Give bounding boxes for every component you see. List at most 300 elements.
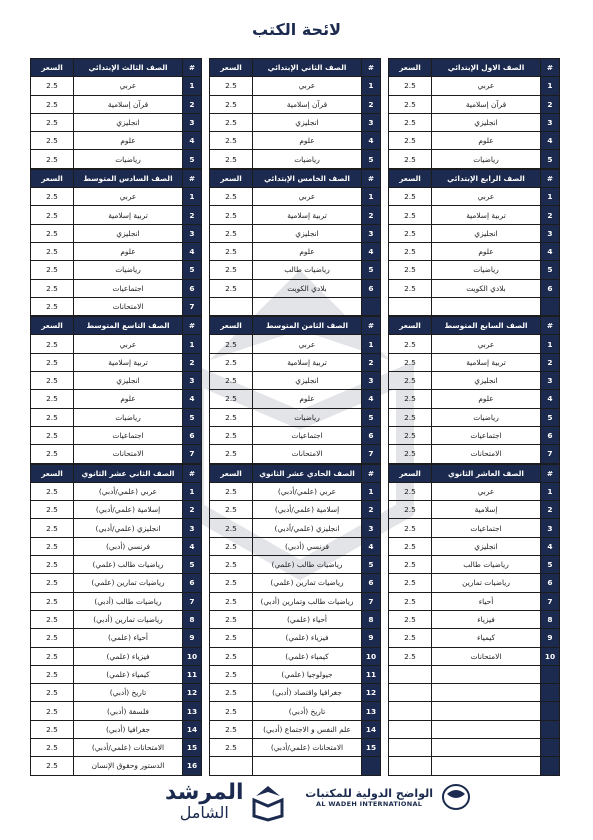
row-number: 3	[183, 224, 202, 242]
subject-name: رياضيات	[253, 408, 362, 426]
table-row	[389, 297, 560, 315]
book-price: 2.5	[210, 242, 253, 260]
table-row	[389, 738, 560, 756]
subject-name: جغرافيا واقتصاد (أدبي)	[253, 684, 362, 702]
book-price: 2.5	[31, 684, 74, 702]
table-row	[389, 702, 560, 720]
book-price	[210, 297, 253, 315]
page-title: لائحة الكتب	[252, 20, 341, 39]
table-row	[389, 592, 560, 610]
table-row	[210, 390, 381, 408]
column-header-number: #	[183, 59, 202, 77]
row-number: 1	[183, 188, 202, 206]
subject-name: رياضيات طالب (علمي)	[253, 556, 362, 574]
book-price	[389, 297, 432, 315]
subject-name	[432, 297, 541, 315]
table-row	[31, 297, 202, 315]
table-row	[389, 720, 560, 738]
book-price	[389, 720, 432, 738]
subject-name: رياضيات تمارين (علمي)	[74, 574, 183, 592]
subject-name: تاريخ (أدبي)	[253, 702, 362, 720]
book-price: 2.5	[31, 629, 74, 647]
column-header-price: السعر	[389, 59, 432, 77]
row-number: 6	[541, 279, 560, 297]
grade-book-table	[30, 464, 202, 776]
column-header-price: السعر	[210, 317, 253, 335]
book-price: 2.5	[31, 665, 74, 683]
table-row	[210, 610, 381, 628]
table-row	[389, 408, 560, 426]
subject-name: اجتماعيات	[432, 426, 541, 444]
row-number	[541, 297, 560, 315]
grade-book-table	[388, 464, 560, 776]
book-price: 2.5	[31, 335, 74, 353]
subject-name: الامتحانات (علمي/أدبي)	[74, 738, 183, 756]
subject-name: علوم	[432, 132, 541, 150]
book-price: 2.5	[389, 261, 432, 279]
book-price: 2.5	[31, 574, 74, 592]
row-number: 5	[541, 150, 560, 168]
row-number: 1	[362, 188, 381, 206]
row-number: 1	[541, 77, 560, 95]
table-row	[31, 501, 202, 519]
subject-name	[432, 665, 541, 683]
table-row	[31, 353, 202, 371]
column-header-price: السعر	[210, 59, 253, 77]
subject-name: الامتحانات	[432, 647, 541, 665]
book-price: 2.5	[210, 132, 253, 150]
book-price	[389, 665, 432, 683]
subject-name: انجليزي	[253, 372, 362, 390]
table-row	[210, 297, 381, 315]
book-price: 2.5	[31, 519, 74, 537]
column-header-number: #	[362, 169, 381, 187]
row-number: 3	[362, 372, 381, 390]
table-row	[31, 702, 202, 720]
column-header-number: #	[362, 464, 381, 482]
row-number: 12	[362, 684, 381, 702]
table-row	[210, 445, 381, 463]
grade-title: الصف الثاني الإبتدائي	[253, 59, 362, 77]
row-number: 5	[183, 408, 202, 426]
table-row	[389, 206, 560, 224]
row-number: 1	[541, 482, 560, 500]
table-row	[389, 519, 560, 537]
row-number: 5	[362, 150, 381, 168]
row-number: 4	[183, 132, 202, 150]
table-row	[210, 574, 381, 592]
row-number: 4	[183, 537, 202, 555]
table-row	[389, 684, 560, 702]
table-row	[31, 556, 202, 574]
book-price: 2.5	[210, 224, 253, 242]
table-row	[210, 426, 381, 444]
book-price: 2.5	[31, 206, 74, 224]
subject-name: رياضيات تمارين (أدبي)	[74, 610, 183, 628]
book-price: 2.5	[31, 738, 74, 756]
row-number: 1	[362, 335, 381, 353]
subject-name: عربي	[253, 77, 362, 95]
table-row	[210, 592, 381, 610]
row-number: 2	[183, 353, 202, 371]
row-number: 9	[362, 629, 381, 647]
row-number: 1	[183, 335, 202, 353]
table-row	[210, 629, 381, 647]
table-row	[210, 647, 381, 665]
row-number: 1	[541, 335, 560, 353]
row-number: 3	[362, 113, 381, 131]
subject-name: علوم	[432, 242, 541, 260]
book-price: 2.5	[210, 501, 253, 519]
table-row	[31, 206, 202, 224]
subject-name: رياضيات تمارين	[432, 574, 541, 592]
row-number: 12	[183, 684, 202, 702]
book-price: 2.5	[210, 738, 253, 756]
table-row	[31, 647, 202, 665]
subject-name: عربي	[253, 188, 362, 206]
row-number: 16	[183, 757, 202, 775]
row-number: 11	[183, 665, 202, 683]
book-price: 2.5	[389, 188, 432, 206]
row-number: 10	[183, 647, 202, 665]
book-price: 2.5	[210, 206, 253, 224]
subject-name: فيزياء	[432, 610, 541, 628]
table-row	[210, 132, 381, 150]
grade-book-table	[209, 316, 381, 463]
row-number: 5	[541, 261, 560, 279]
table-row	[210, 353, 381, 371]
grade-book-table	[209, 464, 381, 776]
subject-name: إسلامية (علمي/أدبي)	[74, 501, 183, 519]
table-row	[31, 684, 202, 702]
subject-name: كيمياء	[432, 629, 541, 647]
subject-name: تربية إسلامية	[432, 353, 541, 371]
table-row	[31, 574, 202, 592]
book-price: 2.5	[210, 574, 253, 592]
book-price: 2.5	[389, 556, 432, 574]
table-row	[210, 224, 381, 242]
book-price: 2.5	[389, 445, 432, 463]
subject-name: علوم	[432, 390, 541, 408]
grade-title: الصف السادس المتوسط	[74, 169, 183, 187]
row-number: 1	[362, 482, 381, 500]
row-number: 3	[541, 519, 560, 537]
table-row	[210, 372, 381, 390]
row-number: 3	[362, 224, 381, 242]
table-row	[389, 445, 560, 463]
column-header-number: #	[541, 317, 560, 335]
row-number: 15	[362, 738, 381, 756]
book-price: 2.5	[31, 426, 74, 444]
book-price: 2.5	[389, 426, 432, 444]
grade-title: الصف الخامس الإبتدائي	[253, 169, 362, 187]
book-price: 2.5	[210, 610, 253, 628]
row-number: 1	[362, 77, 381, 95]
table-row	[389, 150, 560, 168]
subject-name: فرنسي (أدبي)	[74, 537, 183, 555]
table-row	[389, 279, 560, 297]
grade-title: الصف الثالث الإبتدائي	[74, 59, 183, 77]
subject-name: عربي	[74, 77, 183, 95]
subject-name: علوم	[74, 242, 183, 260]
book-price: 2.5	[389, 519, 432, 537]
subject-name: علوم	[74, 390, 183, 408]
column-header-price: السعر	[210, 169, 253, 187]
grade-section	[30, 464, 560, 776]
book-price: 2.5	[31, 77, 74, 95]
table-row	[389, 501, 560, 519]
table-row	[210, 738, 381, 756]
row-number: 5	[362, 261, 381, 279]
book-price: 2.5	[210, 482, 253, 500]
book-price: 2.5	[389, 592, 432, 610]
subject-name: تربية إسلامية	[253, 206, 362, 224]
subject-name: رياضيات	[74, 150, 183, 168]
table-row	[389, 335, 560, 353]
book-price: 2.5	[210, 519, 253, 537]
table-row	[210, 188, 381, 206]
book-price: 2.5	[31, 647, 74, 665]
subject-name: اجتماعيات	[74, 279, 183, 297]
subject-name: انجليزي	[432, 113, 541, 131]
book-price: 2.5	[389, 77, 432, 95]
table-row	[210, 519, 381, 537]
table-row	[31, 372, 202, 390]
row-number: 5	[541, 408, 560, 426]
row-number: 6	[183, 426, 202, 444]
book-price: 2.5	[31, 757, 74, 775]
book-price: 2.5	[31, 408, 74, 426]
book-price: 2.5	[210, 279, 253, 297]
subject-name: الامتحانات	[74, 297, 183, 315]
subject-name: علم النفس و الاجتماع (أدبي)	[253, 720, 362, 738]
subject-name: الامتحانات	[432, 445, 541, 463]
column-header-number: #	[541, 169, 560, 187]
table-row	[31, 279, 202, 297]
grade-book-table	[209, 169, 381, 316]
row-number: 6	[362, 574, 381, 592]
row-number: 14	[362, 720, 381, 738]
table-row	[210, 537, 381, 555]
row-number: 5	[541, 556, 560, 574]
row-number: 11	[362, 665, 381, 683]
subject-name: عربي	[253, 335, 362, 353]
book-list-grid	[30, 58, 560, 776]
book-price: 2.5	[389, 279, 432, 297]
subject-name: تربية إسلامية	[432, 206, 541, 224]
table-row	[31, 592, 202, 610]
subject-name: انجليزي	[432, 372, 541, 390]
subject-name: قرآن إسلامية	[253, 95, 362, 113]
column-header-number: #	[541, 464, 560, 482]
book-price: 2.5	[389, 610, 432, 628]
row-number: 2	[362, 353, 381, 371]
subject-name: علوم	[253, 132, 362, 150]
grade-section	[30, 58, 560, 169]
table-row	[31, 738, 202, 756]
subject-name: قرآن إسلامية	[74, 95, 183, 113]
table-row	[210, 501, 381, 519]
book-price: 2.5	[210, 188, 253, 206]
table-row	[210, 261, 381, 279]
subject-name: رياضيات تمارين (علمي)	[253, 574, 362, 592]
subject-name: انجليزي	[253, 224, 362, 242]
row-number: 3	[541, 372, 560, 390]
book-price: 2.5	[31, 279, 74, 297]
column-header-price: السعر	[31, 464, 74, 482]
row-number: 7	[362, 445, 381, 463]
column-header-number: #	[183, 464, 202, 482]
table-row	[31, 629, 202, 647]
column-header-price: السعر	[389, 464, 432, 482]
row-number	[541, 665, 560, 683]
subject-name: علوم	[253, 242, 362, 260]
book-icon	[250, 782, 286, 822]
table-row	[31, 242, 202, 260]
subject-name: عربي	[432, 482, 541, 500]
row-number: 7	[183, 592, 202, 610]
row-number: 7	[183, 445, 202, 463]
column-header-number: #	[362, 317, 381, 335]
table-header-row	[389, 59, 560, 77]
row-number: 4	[541, 242, 560, 260]
row-number: 2	[362, 206, 381, 224]
book-price: 2.5	[389, 408, 432, 426]
table-header-row	[389, 464, 560, 482]
book-price: 2.5	[210, 556, 253, 574]
book-price: 2.5	[31, 150, 74, 168]
column-header-number: #	[183, 317, 202, 335]
row-number: 7	[362, 592, 381, 610]
subject-name: كيمياء (علمي)	[253, 647, 362, 665]
subject-name: تربية إسلامية	[253, 353, 362, 371]
table-row	[389, 132, 560, 150]
subject-name: بلادي الكويت	[253, 279, 362, 297]
row-number: 6	[183, 574, 202, 592]
grade-title: الصف الاول الإبتدائي	[432, 59, 541, 77]
table-row	[210, 702, 381, 720]
column-header-price: السعر	[210, 464, 253, 482]
row-number: 2	[541, 353, 560, 371]
row-number: 9	[183, 629, 202, 647]
book-price: 2.5	[210, 684, 253, 702]
waseh-logo-english: AL WADEH INTERNATIONAL	[316, 799, 423, 808]
row-number: 8	[183, 610, 202, 628]
table-row	[389, 261, 560, 279]
grade-book-table	[388, 169, 560, 316]
row-number: 2	[541, 206, 560, 224]
book-price	[389, 738, 432, 756]
row-number: 6	[541, 574, 560, 592]
subject-name: عربي (علمي/أدبي)	[253, 482, 362, 500]
row-number	[541, 684, 560, 702]
row-number: 4	[541, 390, 560, 408]
table-row	[31, 77, 202, 95]
book-price: 2.5	[389, 647, 432, 665]
book-price: 2.5	[31, 592, 74, 610]
table-row	[389, 426, 560, 444]
table-header-row	[210, 59, 381, 77]
globe-icon	[439, 782, 473, 812]
book-price: 2.5	[389, 335, 432, 353]
subject-name: انجليزي	[432, 224, 541, 242]
table-row	[31, 132, 202, 150]
row-number: 6	[362, 279, 381, 297]
row-number: 2	[541, 501, 560, 519]
book-price: 2.5	[210, 390, 253, 408]
table-row	[210, 482, 381, 500]
subject-name: انجليزي	[74, 113, 183, 131]
row-number: 8	[362, 610, 381, 628]
row-number: 7	[183, 297, 202, 315]
book-price: 2.5	[210, 647, 253, 665]
grade-title: الصف الرابع الإبتدائي	[432, 169, 541, 187]
table-row	[389, 647, 560, 665]
table-row	[210, 242, 381, 260]
murshed-logo-title: المرشد	[165, 780, 244, 805]
column-header-number: #	[541, 59, 560, 77]
table-row	[389, 556, 560, 574]
row-number: 14	[183, 720, 202, 738]
grade-title: الصف الحادي عشر الثانوي	[253, 464, 362, 482]
table-row	[31, 482, 202, 500]
table-row	[389, 188, 560, 206]
subject-name: عربي	[432, 188, 541, 206]
row-number: 1	[183, 77, 202, 95]
grade-title: الصف الثامن المتوسط	[253, 317, 362, 335]
book-price: 2.5	[210, 353, 253, 371]
subject-name: أحياء	[432, 592, 541, 610]
book-price: 2.5	[31, 297, 74, 315]
book-price: 2.5	[210, 150, 253, 168]
subject-name: فيزياء (علمي)	[74, 647, 183, 665]
row-number	[541, 702, 560, 720]
row-number: 4	[362, 537, 381, 555]
table-row	[31, 150, 202, 168]
subject-name: رياضيات طالب (أدبي)	[74, 592, 183, 610]
table-row	[389, 77, 560, 95]
table-row	[389, 574, 560, 592]
table-header-row	[389, 169, 560, 187]
row-number: 4	[362, 132, 381, 150]
table-row	[31, 665, 202, 683]
subject-name: اجتماعيات	[74, 426, 183, 444]
column-header-price: السعر	[389, 317, 432, 335]
book-price: 2.5	[31, 242, 74, 260]
book-price: 2.5	[210, 77, 253, 95]
table-row	[389, 610, 560, 628]
book-price: 2.5	[389, 150, 432, 168]
table-row	[389, 629, 560, 647]
al-waseh-logo	[305, 782, 473, 812]
book-price: 2.5	[389, 95, 432, 113]
subject-name: انجليزي	[74, 224, 183, 242]
table-row	[210, 684, 381, 702]
book-price: 2.5	[210, 665, 253, 683]
waseh-logo-arabic: الواضح الدولية للمكتبات	[305, 786, 433, 800]
column-header-price: السعر	[31, 317, 74, 335]
row-number: 6	[362, 426, 381, 444]
table-row	[31, 188, 202, 206]
book-price: 2.5	[31, 556, 74, 574]
book-price	[389, 684, 432, 702]
table-row	[389, 224, 560, 242]
table-row	[210, 279, 381, 297]
book-price: 2.5	[210, 702, 253, 720]
table-row	[31, 537, 202, 555]
book-price: 2.5	[31, 95, 74, 113]
subject-name: رياضيات طالب (علمي)	[74, 556, 183, 574]
